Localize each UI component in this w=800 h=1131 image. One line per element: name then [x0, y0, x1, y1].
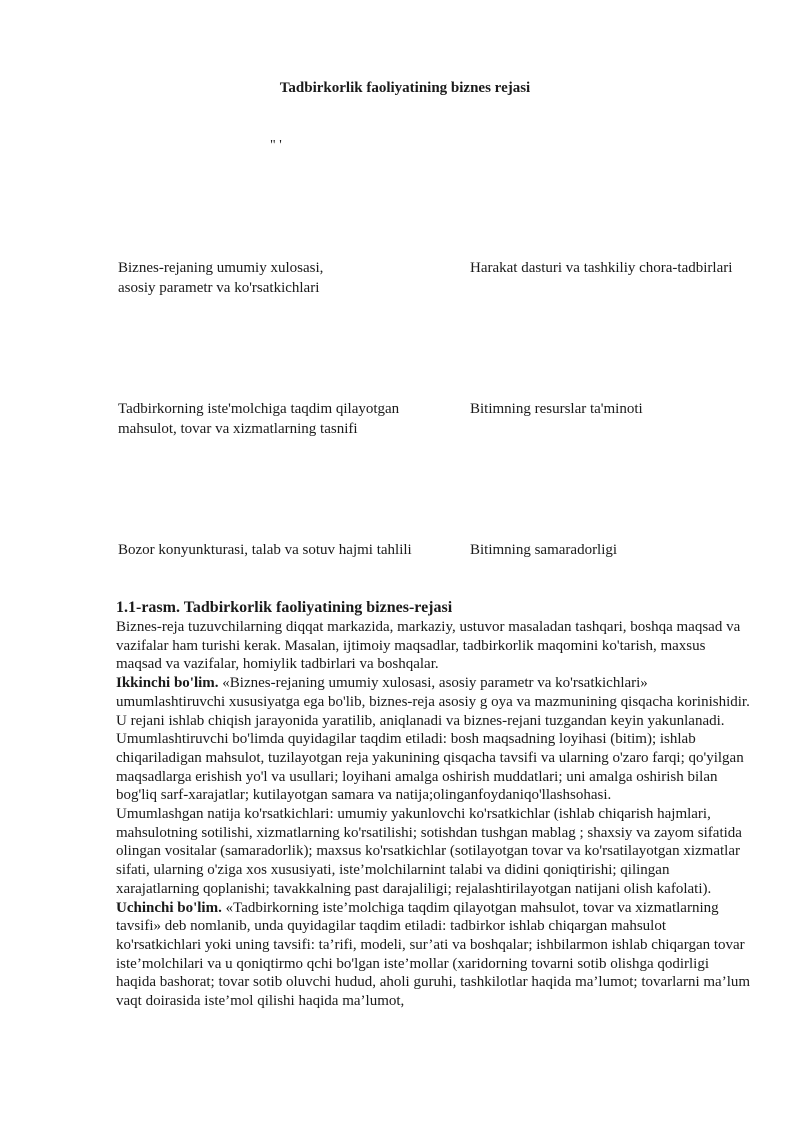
diagram-box-resources: Bitimning resurslar ta'minoti [470, 401, 643, 417]
document-body [116, 598, 752, 1011]
section-lead-third: Uchinchi bo'lim. [116, 899, 222, 916]
paragraph-4: Umumlashgan natija ko'rsatkichlari: umumiy yakunlovchi ko'rsatkichlar (ishlab chiqarish hajmlari, mahsulotning sotilishi, xizmatlarning ko'rsatilishi; sotishdan tushgan mablag ; shaxsiy va zayom sifatida olingan vositalar (samaradorlik); maxsus ko'rsatkichlar (sotilayotgan tovar va ko'rsatilayotgan xizmatlar sifati, ularning o'ziga xos xususiyati, iste’molchilarnint talabi va didini qoniqtirishi; qilingan xarajatlarning qoplanishi; tavakkalning past darajaliligi; rejalashtirilayotgan natijani olish kafolati). [116, 806, 742, 897]
paragraph-3: Umumlashtiruvchi bo'limda quyidagilar taqdim etiladi: bosh maqsadning loyihasi (bitim); ishlab chiqariladigan mahsulot, tuzilayotgan reja yakunining qisqacha tavsifi va ularning o'zaro farqi; qo'yilgan maqsadlarga erishish yo'l va usullari; loyihani amalga oshirish muddatlari; uni amalga oshirish bilan bog'liq sarf-xarajatlar; kutilayotgan samara va natija;olinganfoydaniqo'llashsohasi. [116, 731, 744, 804]
diagram-box-market: Bozor konyunkturasi, talab va sotuv hajmi tahlili [118, 542, 412, 558]
diagram-box-efficiency: Bitimning samaradorligi [470, 542, 618, 558]
paragraph-2-text: «Biznes-rejaning umumiy xulosasi, asosiy parametr va ko'rsatkichlari» umumlashtiruvchi xususiyatga ega bo'lib, biznes-reja asosiy g oya va mazmunining qisqacha korinishidir. U rejani ishlab chiqish jarayonida yaratilib, aniqlanadi va biznes-rejani tuzgandan keyin yakunlanadi. [116, 675, 750, 729]
paragraph-1: Biznes-reja tuzuvchilarning diqqat markazida, markaziy, ustuvor masaladan tashqari, boshqa maqsad va vazifalar ham turishi kerak. Masalan, ijtimoiy maqsadlar, tadbirkorlik maqomini ko'tarish, maxsus maqsad va vazifalar, homiylik tadbirlari va boshqalar. [116, 619, 741, 673]
figure-caption: 1.1-rasm. Tadbirkorlik faoliyatining biznes-rejasi [116, 599, 453, 616]
diagram-box-action-program: Harakat dasturi va tashkiliy chora-tadbirlari [470, 260, 733, 276]
paragraph-5 [116, 899, 752, 1011]
paragraph-2 [116, 674, 752, 730]
paragraph-5-text: «Tadbirkorning iste’molchiga taqdim qilayotgan mahsulot, tovar va xizmatlarning tavsifi» deb nomlanib, unda quyidagilar taqdim etiladi: tadbirkor ishlab chiqargan mahsulot ko'rsatkichlari yoki uning tavsifi: ta’rifi, modeli, sur’ati va boshqalar; ishbilarmon ishlab chiqargan tovar iste’molchilari va u qoniqtirmo qchi bo'lgan iste’mollar (xaridorning tovarni sotib olishga qodirligi haqida bashorat; tovar sotib oluvchi hudud, aholi guruhi, tashkilotlar haqida ma’lumot; tovarlarni ma’lum vaqt doirasida iste’mol qilishi haqida ma’lumot, [116, 899, 751, 1010]
quote-marks: " ' [270, 138, 282, 153]
document-title: Tadbirkorlik faoliyatining biznes rejasi [279, 80, 531, 96]
diagram-box-summary: Biznes-rejaning umumiy xulosasi, asosiy parametr va ko'rsatkichlari [118, 260, 324, 296]
diagram-box-products: Tadbirkorning iste'molchiga taqdim qilayotgan mahsulot, tovar va xizmatlarning tasnifi [118, 401, 400, 437]
section-lead-second: Ikkinchi bo'lim. [116, 675, 219, 692]
